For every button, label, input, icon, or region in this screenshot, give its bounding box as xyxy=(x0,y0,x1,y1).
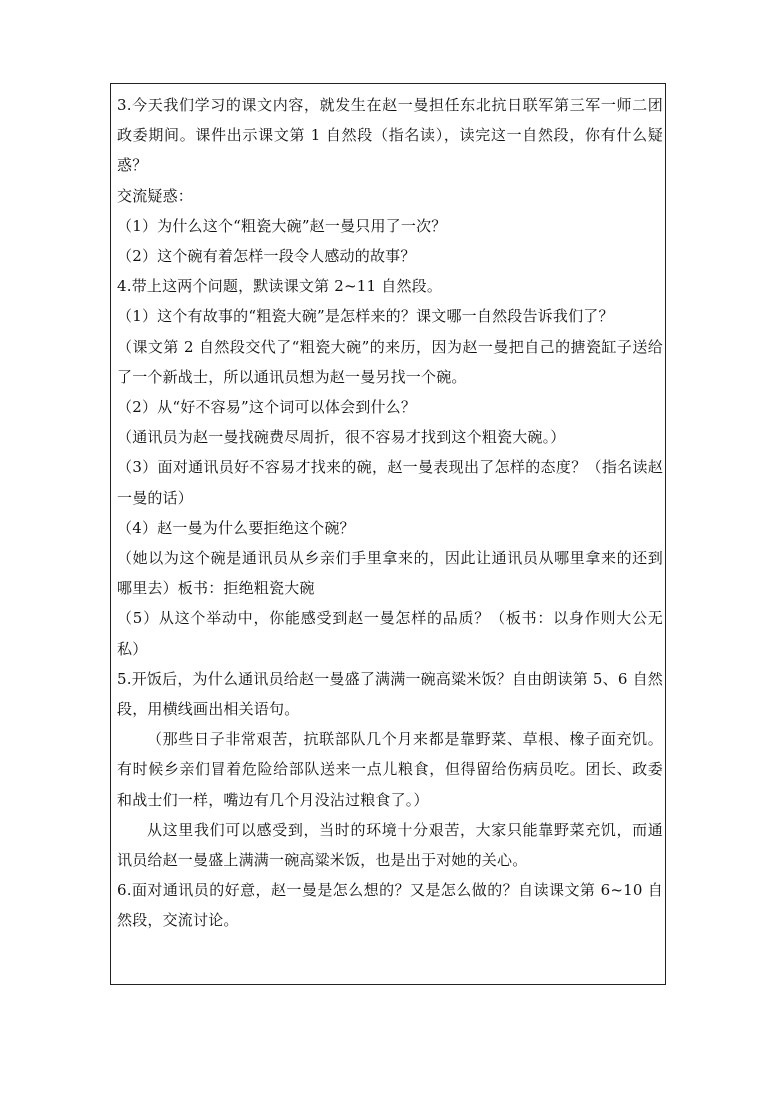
paragraph: （通讯员为赵一曼找碗费尽周折，很不容易才找到这个粗瓷大碗。） xyxy=(117,428,566,447)
paragraph: 6.面对通讯员的好意，赵一曼是怎么想的？又是怎么做的？自读课文第 6~10 自然段，交流讨论。 xyxy=(117,881,663,930)
paragraph: （3）面对通讯员好不容易才找来的碗，赵一曼表现出了怎样的态度？（指名读赵一曼的话） xyxy=(117,458,663,507)
paragraph: 5.开饭后，为什么通讯员给赵一曼盛了满满一碗高粱米饭？自由朗读第 5、6 自然段，用横线画出相关语句。 xyxy=(117,669,663,719)
paragraph: （2）这个碗有着怎样一段令人感动的故事？ xyxy=(117,247,416,266)
paragraph: （课文第 2 自然段交代了“粗瓷大碗”的来历，因为赵一曼把自己的搪瓷缸子送给了一个新战士，所以通讯员想为赵一曼另找一个碗。 xyxy=(117,337,663,386)
paragraph: （1）为什么这个“粗瓷大碗”赵一曼只用了一次？ xyxy=(117,216,447,235)
paragraph: 交流疑惑： xyxy=(117,186,194,205)
paragraph: 从这里我们可以感受到，当时的环境十分艰苦，大家只能靠野菜充饥，而通讯员给赵一曼盛上满满一碗高粱米饭，也是出于对她的关心。 xyxy=(117,820,663,870)
paragraph: 4.带上这两个问题，默读课文第 2~11 自然段。 xyxy=(117,277,443,296)
lesson-content xyxy=(117,90,663,936)
paragraph: 3.今天我们学习的课文内容，就发生在赵一曼担任东北抗日联军第三军一师二团政委期间。课件出示课文第 1 自然段（指名读），读完这一自然段，你有什么疑惑？ xyxy=(117,96,663,175)
paragraph: （4）赵一曼为什么要拒绝这个碗？ xyxy=(117,518,355,537)
paragraph: （她以为这个碗是通讯员从乡亲们手里拿来的，因此让通讯员从哪里拿来的还到哪里去）板书：拒绝粗瓷大碗 xyxy=(117,549,663,598)
paragraph: （那些日子非常艰苦，抗联部队几个月来都是靠野菜、草根、橡子面充饥。有时候乡亲们冒着危险给部队送来一点儿粮食，但得留给伤病员吃。团长、政委和战士们一样，嘴边有几个月没沾过粮食了。） xyxy=(117,730,663,809)
paragraph: （1）这个有故事的“粗瓷大碗”是怎样来的？课文哪一自然段告诉我们了？ xyxy=(117,307,614,326)
paragraph: （5）从这个举动中，你能感受到赵一曼怎样的品质？（板书：以身作则大公无私） xyxy=(117,609,663,658)
paragraph: （2）从“好不容易”这个词可以体会到什么？ xyxy=(117,398,417,417)
